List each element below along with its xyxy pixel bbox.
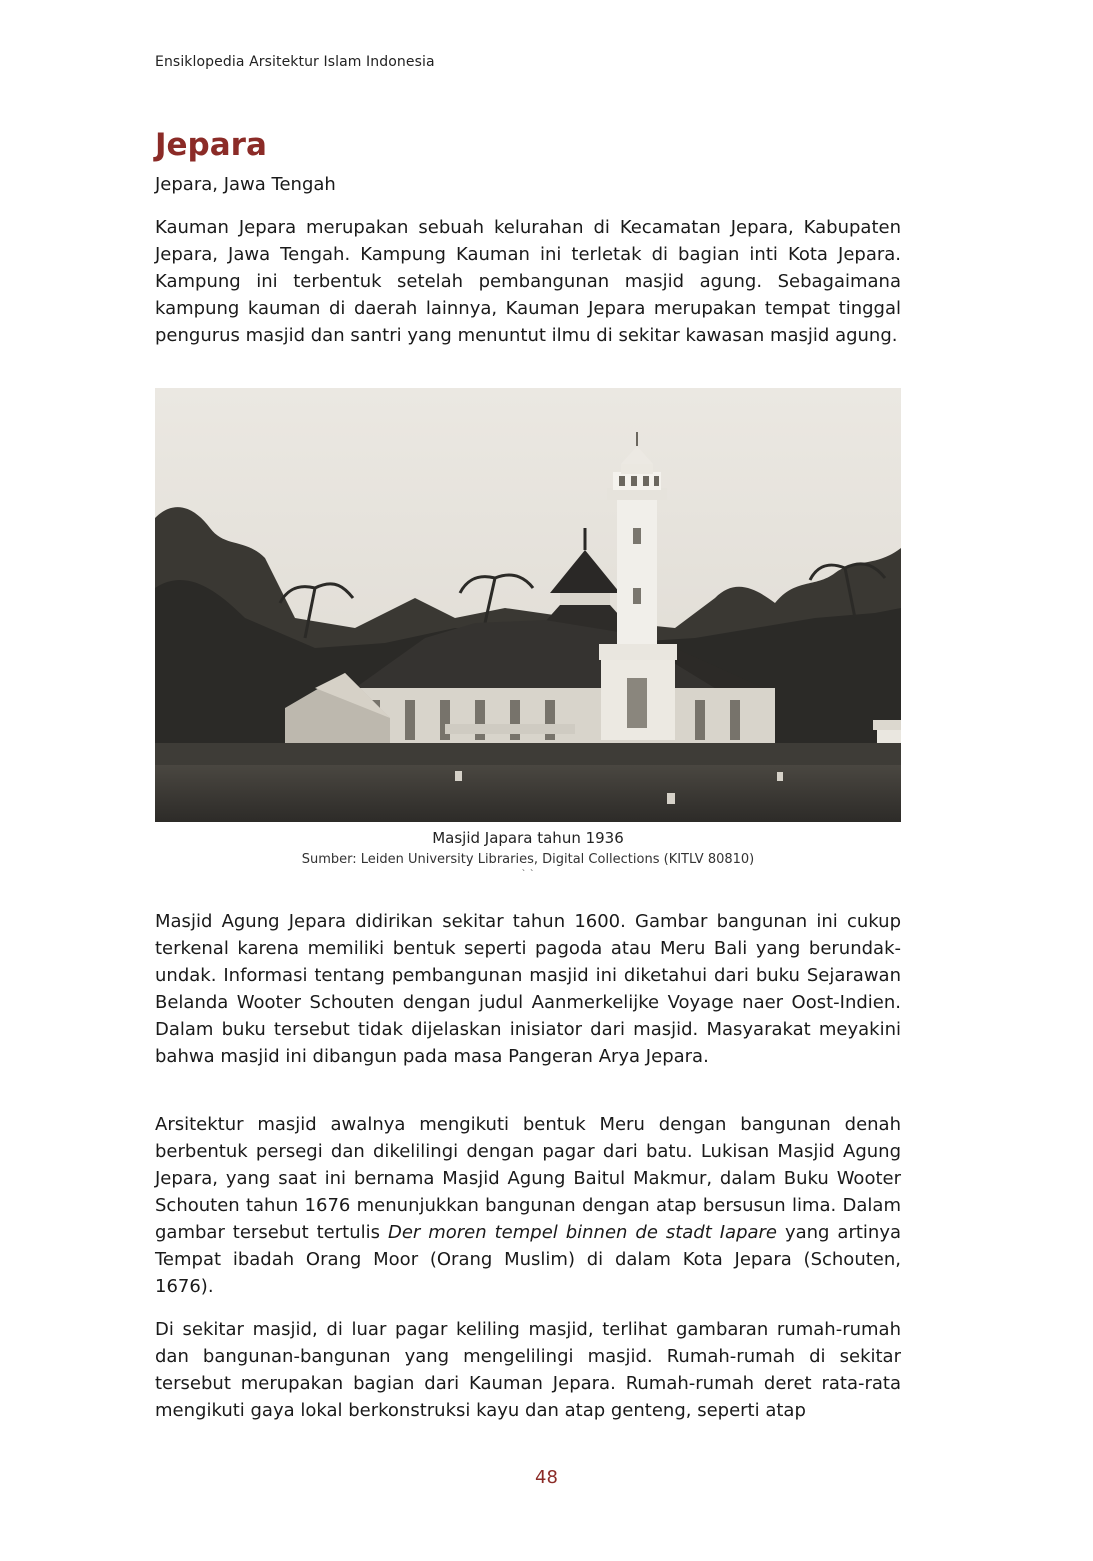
paragraph-intro: Kauman Jepara merupakan sebuah kelurahan di Kecamatan Jepara, Kabupaten Jepara, Jawa Tengah. Kampung Kauman ini terletak di bagian inti Kota Jepara. Kampung ini terbentuk setelah pembangunan masjid agung. Sebagaimana kampung kauman di daerah lainnya, Kauman Jepara merupakan tempat tinggal pengurus masjid dan santri yang menuntut ilmu di sekitar kawasan masjid agung.: [155, 217, 901, 346]
page-number: 48: [535, 1467, 558, 1488]
figure-stray-mark: ` `: [521, 869, 535, 880]
article-title: Jepara: [155, 127, 267, 163]
article-location: Jepara, Jawa Tengah: [155, 174, 336, 195]
paragraph-history: Masjid Agung Jepara didirikan sekitar tahun 1600. Gambar bangunan ini cukup terkenal karena memiliki bentuk seperti pagoda atau Meru Bali yang berundak-undak. Informasi tentang pembangunan masjid ini diketahui dari buku Sejarawan Belanda Wooter Schouten dengan judul Aanmerkelijke Voyage naer Oost-Indien. Dalam buku tersebut tidak dijelaskan inisiator dari masjid. Masyarakat meyakini bahwa masjid ini dibangun pada masa Pangeran Arya Jepara.: [155, 911, 901, 1067]
paragraph-architecture-italic: Der moren tempel binnen de stadt Iapare: [387, 1222, 778, 1243]
figure-caption: Masjid Japara tahun 1936: [432, 829, 624, 847]
paragraph-architecture-part2: yang artinya Tempat ibadah Orang Moor (Orang Muslim) di dalam Kota Jepara (Schouten, 1676).: [155, 1222, 902, 1297]
paragraph-surroundings: Di sekitar masjid, di luar pagar keliling masjid, terlihat gambaran rumah-rumah dan bangunan-bangunan yang mengelilingi masjid. Rumah-rumah di sekitar tersebut merupakan bagian dari Kauman Jepara. Rumah-rumah deret rata-rata mengikuti gaya lokal berkonstruksi kayu dan atap genteng, seperti atap: [155, 1319, 901, 1421]
paragraph-architecture-part1: Arsitektur masjid awalnya mengikuti bentuk Meru dengan bangunan denah berbentuk persegi dan dikelilingi dengan pagar dari batu. Lukisan Masjid Agung Jepara, yang saat ini bernama Masjid Agung Baitul Makmur, dalam Buku Wooter Schouten tahun 1676 menunjukkan bangunan dengan atap bersusun lima. Dalam gambar tersebut tertulis: [155, 1114, 901, 1243]
figure-source: Sumber: Leiden University Libraries, Digital Collections (KITLV 80810): [301, 852, 755, 867]
paragraph-architecture: [155, 1111, 901, 1300]
mosque-photo: [155, 388, 901, 822]
running-header: Ensiklopedia Arsitektur Islam Indonesia: [155, 54, 435, 70]
